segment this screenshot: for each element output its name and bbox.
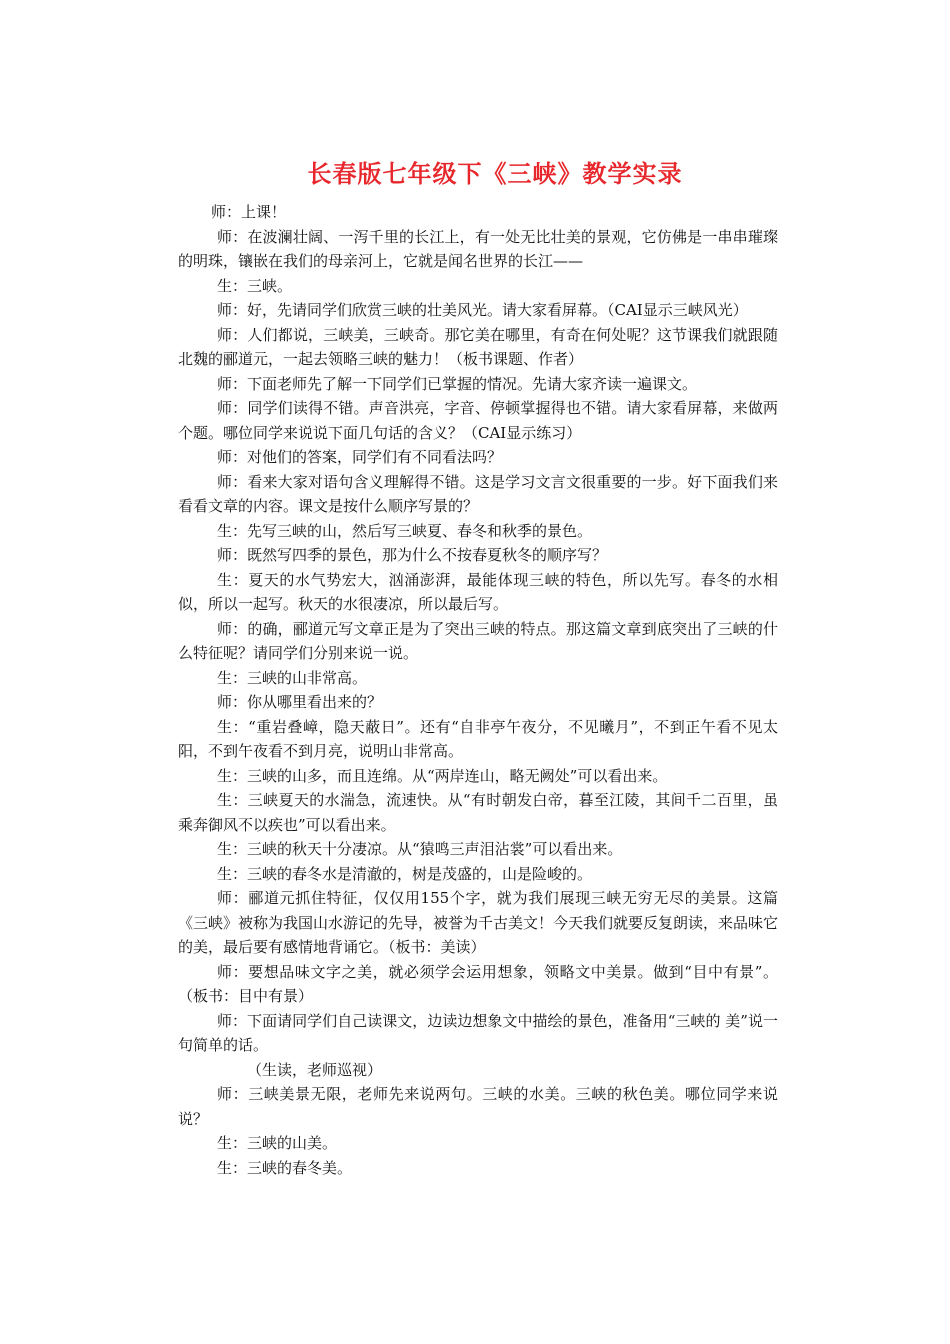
paragraph: 生：三峡的秋天十分凄凉。从“猿鸣三声泪沾裳”可以看出来。: [217, 840, 623, 858]
paragraph: 师：三峡美景无限，老师先来说两句。三峡的水美。三峡的秋色美。哪位同学来说说？: [178, 1085, 778, 1128]
paragraph: 师：下面老师先了解一下同学们已掌握的情况。先请大家齐读一遍课文。: [217, 374, 698, 393]
paragraph: 师：郦道元抓住特征，仅仅用155个字，就为我们展现三峡无穷无尽的美景。这篇《三峡》被称为我国山水游记的先导，被誉为千古美文！今天我们就要反复朗读，来品味它的美，最后要有感情地背诵它。（板书：美读）: [178, 889, 779, 956]
paragraph: 生：夏天的水气势宏大，汹涌澎湃，最能体现三峡的特色，所以先写。春冬的水相似，所以一起写。秋天的水很凄凉，所以最后写。: [178, 570, 778, 613]
paragraph: 师：既然写四季的景色，那为什么不按春夏秋冬的顺序写？: [217, 546, 608, 564]
paragraph: 师：好，先请同学们欣赏三峡的壮美风光。请大家看屏幕。（CAI显示三峡风光）: [217, 301, 748, 319]
stage-direction: （生读，老师巡视）: [247, 1060, 383, 1079]
paragraph: 师：上课！: [211, 203, 287, 221]
paragraph: 生：三峡。: [217, 276, 293, 295]
paragraph: 生：三峡的春冬水是清澈的，树是茂盛的，山是险峻的。: [217, 864, 593, 883]
paragraph: 师：你从哪里看出来的？: [217, 693, 383, 711]
paragraph: 生：先写三峡的山，然后写三峡夏、春冬和秋季的景色。: [217, 521, 593, 540]
paragraph: 师：要想品味文字之美，就必须学会运用想象，领略文中美景。做到“目中有景”。（板书：目中有景）: [178, 962, 778, 1005]
paragraph: 生：三峡的山多，而且连绵。从“两岸连山，略无阙处”可以看出来。: [217, 766, 668, 785]
paragraph: 师：人们都说，三峡美，三峡奇。那它美在哪里，有奇在何处呢？这节课我们就跟随北魏的郦道元，一起去领略三峡的魅力！（板书课题、作者）: [178, 325, 778, 368]
paragraph: 师：下面请同学们自己读课文，边读边想象文中描绘的景色，准备用“三峡的 美”说一句简单的话。: [178, 1011, 778, 1054]
paragraph: 师：的确，郦道元写文章正是为了突出三峡的特点。那这篇文章到底突出了三峡的什么特征呢？请同学们分别来说一说。: [178, 619, 778, 662]
paragraph: 师：同学们读得不错。声音洪亮，字音、停顿掌握得也不错。请大家看屏幕，来做两个题。哪位同学来说说下面几句话的含义？（CAI显示练习）: [178, 399, 778, 442]
document-title: 长春版七年级下《三峡》教学实录: [307, 159, 683, 188]
paragraph: 生：三峡的山非常高。: [217, 668, 368, 687]
document-body: [178, 200, 778, 1180]
paragraph: 师：对他们的答案，同学们有不同看法吗？: [217, 448, 503, 466]
paragraph: 师：看来大家对语句含义理解得不错。这是学习文言文很重要的一步。好下面我们来看看文章的内容。课文是按什么顺序写景的？: [178, 472, 778, 515]
paragraph: 师：在波澜壮阔、一泻千里的长江上，有一处无比壮美的景观，它仿佛是一串串璀璨的明珠，镶嵌在我们的母亲河上，它就是闻名世界的长江——: [178, 227, 778, 270]
paragraph: 生：“重岩叠嶂，隐天蔽日”。还有“自非亭午夜分，不见曦月”，不到正午看不见太阳，不到午夜看不到月亮，说明山非常高。: [178, 717, 778, 760]
paragraph: 生：三峡的春冬美。: [217, 1158, 353, 1177]
paragraph: 生：三峡的山美。: [217, 1134, 338, 1152]
paragraph: 生：三峡夏天的水湍急，流速快。从“有时朝发白帝，暮至江陵，其间千二百里，虽乘奔御风不以疾也”可以看出来。: [178, 791, 778, 834]
